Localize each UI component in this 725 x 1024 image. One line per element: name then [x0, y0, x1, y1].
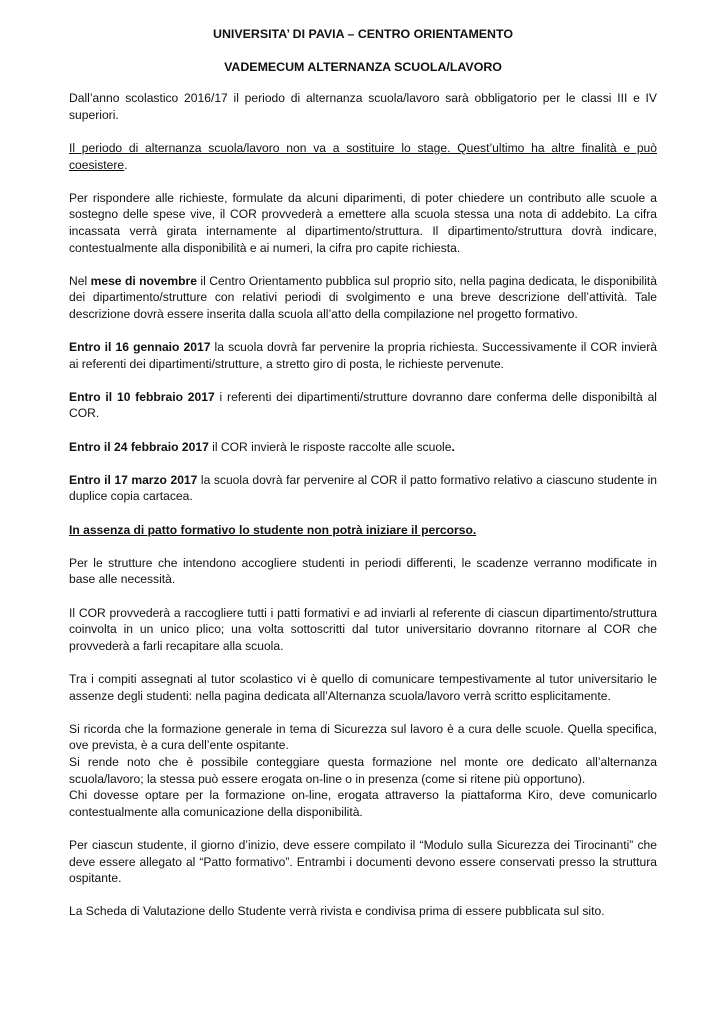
deadline-march-text: la scuola dovrà far pervenire al COR il patto formativo relativo a ciascuno studente in duplice copia cartacea. — [69, 472, 657, 504]
university-heading: UNIVERSITA’ DI PAVIA – CENTRO ORIENTAMENTO — [213, 27, 513, 41]
paragraph-deadline-march — [69, 472, 657, 505]
deadline-february-24-bold: Entro il 24 febbraio 2017 — [69, 439, 209, 454]
paragraph-november — [69, 273, 657, 323]
november-bold: mese di novembre — [90, 273, 197, 288]
paragraph-warning — [69, 522, 657, 539]
deadline-january-text: la scuola dovrà far pervenire la propria richiesta. Successivamente il COR invierà ai referenti dei dipartimenti/strutture, a stretto giro di posta, le richieste pervenute. — [69, 340, 658, 371]
paragraph-deadline-february-24 — [69, 439, 657, 456]
paragraph-school-year: Dall’anno scolastico 2016/17 il periodo di alternanza scuola/lavoro sarà obbligatorio per le classi III e IV superiori. — [69, 91, 657, 122]
paragraph-collection: Il COR provvederà a raccogliere tutti i patti formativi e ad inviarli al referente di ciascun dipartimento/struttura coinvolta in un unico plico; una volta sottoscritti dal tutor universitario dovranno ritornare al COR che provvederà a farli recapitare alla scuola. — [69, 605, 657, 653]
paragraph-safety-online: Chi dovesse optare per la formazione on-line, erogata attraverso la piattaforma Kiro, deve comunicarlo contestualmente alla comunicazione della disponibilità. — [69, 788, 657, 819]
deadline-february-10-text: i referenti dei dipartimenti/strutture dovranno dare conferma delle disponibiltà al COR. — [69, 389, 657, 421]
paragraph-stage-note — [69, 140, 657, 173]
paragraph-deadline-february-10 — [69, 389, 657, 422]
deadline-march-bold: Entro il 17 marzo 2017 — [69, 472, 198, 487]
deadline-january-bold: Entro il 16 gennaio 2017 — [69, 340, 211, 355]
paragraph-contribution: Per rispondere alle richieste, formulate da alcuni diparimenti, di poter chiedere un contributo alle scuole a sostegno delle spese vive, il COR provvederà a emettere alla scuola stessa una nota di addebito. La cifra incassata verrà girata internamente al dipartimento/struttura. Il dipartimento/struttura dovrà indicare, contestualmente alla disponibilità e ai numeri, la cifra pro capite richiesta. — [69, 190, 657, 255]
paragraph-deadline-january — [69, 339, 657, 372]
paragraph-different-periods: Per le strutture che intendono accogliere studenti in periodi differenti, le scadenze verranno modificate in base alle necessità. — [69, 555, 657, 587]
warning-text: In assenza di patto formativo lo studente non potrà iniziare il percorso. — [69, 522, 477, 537]
november-text: il Centro Orientamento pubblica sul proprio sito, nella pagina dedicata, le disponibilità dei dipartimento/strutture con relativi periodi di svolgimento e una breve descrizione dell’attività. Tale descrizione dovrà essere inserita dalla scuola all’atto della compilazione nel progetto formativo. — [69, 273, 658, 321]
deadline-february-24-text: il COR invierà le risposte raccolte alle scuole — [208, 439, 452, 454]
paragraph-safety-module: Per ciascun studente, il giorno d’inizio, deve essere compilato il “Modulo sulla Sicurezza dei Tirocinanti” che deve essere allegato al “Patto formativo”. Entrambi i documenti devono essere conservati presso la struttura ospitante. — [69, 837, 657, 886]
document-title: VADEMECUM ALTERNANZA SCUOLA/LAVORO — [224, 59, 502, 74]
november-prefix: Nel — [69, 273, 91, 288]
paragraph-safety-general: Si ricorda che la formazione generale in tema di Sicurezza sul lavoro è a cura delle scuole. Quella specifica, ove prevista, è a cura dell’ente ospitante. — [69, 721, 657, 753]
deadline-february-10-bold: Entro il 10 febbraio 2017 — [69, 389, 215, 404]
paragraph-safety-hours: Si rende noto che è possibile conteggiare questa formazione nel monte ore dedicato all’alternanza scuola/lavoro; la stessa può essere erogata on-line o in presenza (come si ritene più opportuno). — [69, 754, 657, 786]
paragraph-evaluation: La Scheda di Valutazione dello Studente verrà rivista e condivisa prima di essere pubblicata sul sito. — [69, 904, 605, 919]
stage-note-period: . — [124, 157, 128, 172]
stage-note-underlined: Il periodo di alternanza scuola/lavoro non va a sostituire lo stage. Quest’ultimo ha altre finalità e può coesistere — [69, 140, 657, 172]
paragraph-tutor-duties: Tra i compiti assegnati al tutor scolastico vi è quello di comunicare tempestivamente al tutor universitario le assenze degli studenti: nella pagina dedicata all’Alternanza scuola/lavoro verrà scritto esplicitamente. — [69, 671, 657, 703]
deadline-february-24-period: . — [451, 439, 455, 454]
